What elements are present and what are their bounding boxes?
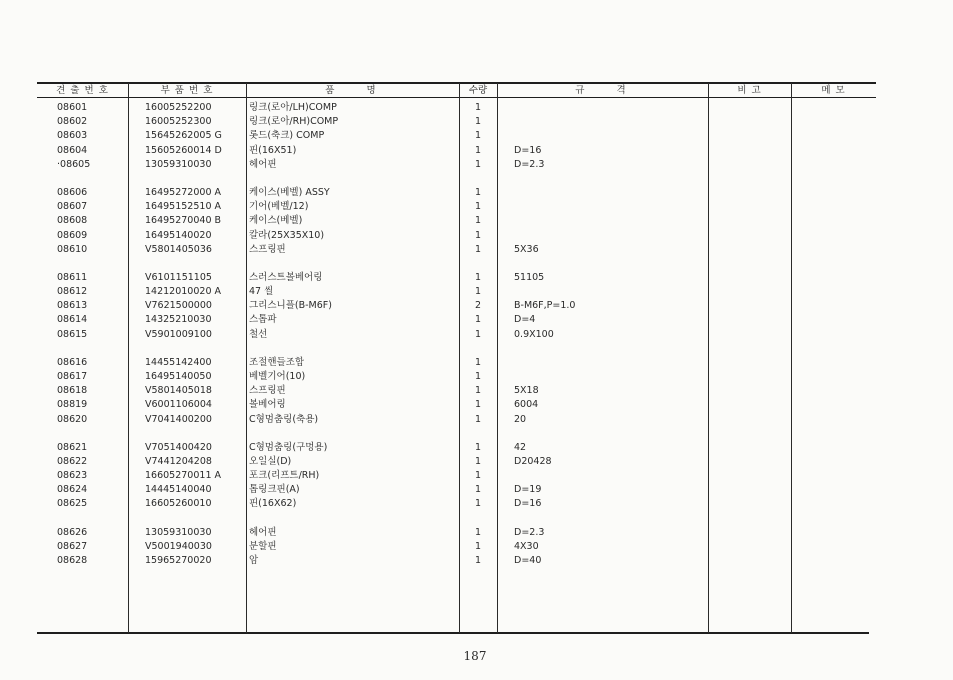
entry-number: 08627: [57, 540, 88, 552]
entry-number: 08616: [57, 356, 88, 368]
part-name: 케이스(베벨): [249, 215, 303, 227]
part-number: V7041400200: [145, 413, 212, 425]
part-name: 톱링크핀(A): [249, 484, 300, 496]
part-name: 링크(로아/LH)COMP: [249, 102, 337, 113]
part-name: 케이스(베벨) ASSY: [249, 186, 330, 198]
quantity: 1: [475, 314, 482, 326]
specification: D=4: [514, 314, 536, 326]
specification: 0.9X100: [514, 328, 554, 340]
part-number: 14212010020 A: [145, 286, 222, 297]
entry-number: 08612: [57, 286, 88, 297]
quantity: 1: [475, 441, 482, 453]
column-divider: [459, 83, 460, 633]
part-number: 16495140020: [145, 229, 212, 241]
specification: D=2.3: [514, 158, 545, 170]
header-part-name: 품 명: [325, 85, 380, 96]
entry-number: 08614: [57, 314, 88, 326]
entry-number: 08617: [57, 370, 88, 382]
quantity: 1: [475, 286, 482, 297]
part-name: 롯드(축크) COMP: [249, 130, 325, 142]
entry-number: 08625: [57, 498, 88, 510]
part-number: 13059310030: [145, 526, 212, 538]
entry-number: 08609: [57, 229, 88, 241]
entry-number: 08623: [57, 470, 88, 481]
part-number: V7621500000: [145, 300, 212, 312]
part-name: 오일실(D): [249, 455, 292, 467]
entry-number: 08601: [57, 102, 88, 113]
entry-number: 08615: [57, 328, 88, 340]
entry-number: 08819: [57, 399, 88, 411]
header-quantity: 수량: [468, 85, 488, 96]
specification: D=16: [514, 498, 542, 510]
part-number: 15605260014 D: [145, 144, 222, 156]
part-number: 14325210030: [145, 314, 212, 326]
part-name: 스프링핀: [249, 385, 286, 397]
part-number: 16005252200: [145, 102, 212, 113]
entry-number: 08628: [57, 554, 88, 566]
part-name: 헤어핀: [249, 526, 277, 538]
specification: 42: [514, 441, 527, 453]
entry-number: ·08605: [57, 158, 91, 170]
part-number: V7051400420: [145, 441, 212, 453]
part-number: V7441204208: [145, 455, 212, 467]
part-name: 47 씰: [249, 286, 274, 297]
quantity: 1: [475, 413, 482, 425]
quantity: 1: [475, 201, 482, 213]
entry-number: 08607: [57, 201, 88, 213]
part-name: 기어(베벨/12): [249, 201, 309, 213]
part-number: V6001106004: [145, 399, 212, 411]
part-number: 14455142400: [145, 356, 212, 368]
entry-number: 08608: [57, 215, 88, 227]
quantity: 1: [475, 498, 482, 510]
part-number: 14445140040: [145, 484, 212, 496]
header-part-number: 부 품 번 호: [160, 85, 214, 96]
part-name: 링크(로아/RH)COMP: [249, 116, 339, 128]
entry-number: 08626: [57, 526, 88, 538]
quantity: 1: [475, 470, 482, 481]
bottom-rule: [37, 632, 869, 634]
header-spec: 규 격: [575, 85, 630, 96]
column-divider: [246, 83, 247, 633]
part-name: C형멈춤링(구멍용): [249, 441, 328, 453]
part-name: 핀(16X62): [249, 498, 297, 510]
quantity: 1: [475, 484, 482, 496]
part-name: 스톱파: [249, 314, 277, 326]
entry-number: 08602: [57, 116, 88, 128]
quantity: 1: [475, 144, 482, 156]
entry-number: 08621: [57, 441, 88, 453]
entry-number: 08610: [57, 243, 88, 255]
part-name: 포크(리프트/RH): [249, 470, 320, 481]
part-name: 스러스트볼베어링: [249, 271, 323, 283]
part-name: 볼베어링: [249, 399, 286, 411]
quantity: 1: [475, 526, 482, 538]
entry-number: 08624: [57, 484, 88, 496]
quantity: 1: [475, 399, 482, 411]
quantity: 1: [475, 540, 482, 552]
part-number: 15645262005 G: [145, 130, 222, 142]
part-number: 16495270040 B: [145, 215, 222, 227]
part-name: 스프링핀: [249, 243, 286, 255]
specification: 5X36: [514, 243, 539, 255]
part-number: 16495140050: [145, 370, 212, 382]
quantity: 1: [475, 385, 482, 397]
part-number: 16005252300: [145, 116, 212, 128]
header-number: 견 출 번 호: [56, 85, 109, 96]
entry-number: 08618: [57, 385, 88, 397]
specification: D=40: [514, 554, 542, 566]
quantity: 1: [475, 229, 482, 241]
part-number: V6101151105: [145, 271, 212, 283]
specification: 5X18: [514, 385, 539, 397]
entry-number: 08604: [57, 144, 88, 156]
quantity: 1: [475, 130, 482, 142]
part-name: 그리스니플(B-M6F): [249, 300, 332, 312]
specification: D=2.3: [514, 526, 545, 538]
specification: 20: [514, 413, 527, 425]
part-name: 칼라(25X35X10): [249, 229, 325, 241]
part-number: V5901009100: [145, 328, 212, 340]
quantity: 1: [475, 102, 482, 113]
entry-number: 08603: [57, 130, 88, 142]
entry-number: 08622: [57, 455, 88, 467]
specification: D20428: [514, 455, 552, 467]
quantity: 1: [475, 328, 482, 340]
quantity: 1: [475, 455, 482, 467]
quantity: 1: [475, 116, 482, 128]
entry-number: 08606: [57, 186, 88, 198]
specification: B-M6F,P=1.0: [514, 300, 576, 312]
part-number: 13059310030: [145, 158, 212, 170]
part-number: 16605270011 A: [145, 470, 222, 481]
page-number: 187: [463, 649, 487, 663]
column-divider: [128, 83, 129, 633]
quantity: 1: [475, 158, 482, 170]
specification: 51105: [514, 271, 545, 283]
entry-number: 08620: [57, 413, 88, 425]
header-memo: 메 모: [821, 85, 846, 96]
quantity: 1: [475, 243, 482, 255]
part-number: 16605260010: [145, 498, 212, 510]
specification: 4X30: [514, 540, 539, 552]
part-name: 헤어핀: [249, 158, 277, 170]
specification: D=19: [514, 484, 542, 496]
header-remark: 비 고: [737, 85, 762, 96]
quantity: 1: [475, 186, 482, 198]
part-number: V5801405036: [145, 243, 212, 255]
part-name: 베벨기어(10): [249, 370, 306, 382]
part-name: C형멈춤링(축용): [249, 413, 319, 425]
column-divider: [708, 83, 709, 633]
part-number: V5801405018: [145, 385, 212, 397]
entry-number: 08613: [57, 300, 88, 312]
part-number: V5001940030: [145, 540, 212, 552]
specification: 6004: [514, 399, 539, 411]
part-number: 16495152510 A: [145, 201, 222, 213]
quantity: 2: [475, 300, 482, 312]
quantity: 1: [475, 370, 482, 382]
column-divider: [791, 83, 792, 633]
part-name: 철선: [249, 328, 268, 340]
part-name: 암: [249, 554, 259, 566]
part-name: 분할핀: [249, 540, 277, 552]
specification: D=16: [514, 144, 542, 156]
entry-number: 08611: [57, 271, 88, 283]
part-name: 핀(16X51): [249, 144, 297, 156]
quantity: 1: [475, 215, 482, 227]
quantity: 1: [475, 271, 482, 283]
part-number: 15965270020: [145, 554, 212, 566]
column-divider: [497, 83, 498, 633]
quantity: 1: [475, 554, 482, 566]
part-name: 조절핸들조합: [249, 356, 305, 368]
quantity: 1: [475, 356, 482, 368]
part-number: 16495272000 A: [145, 186, 222, 198]
